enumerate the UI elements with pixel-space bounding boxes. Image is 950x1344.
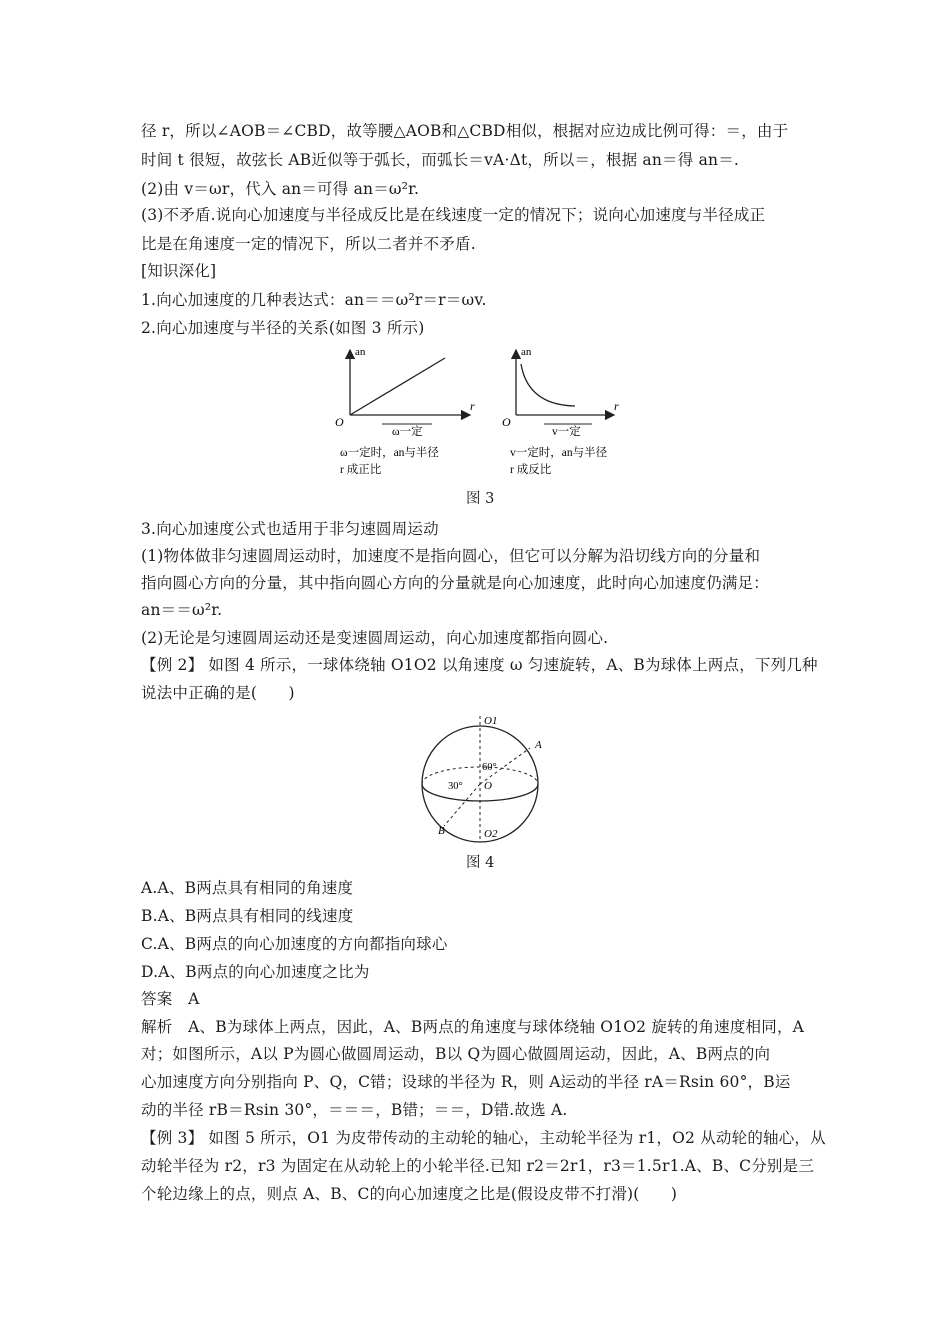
explanation-line: 动的半径 rB＝Rsin 30°，＝＝＝，B错；＝＝，D错.故选 A.: [141, 1101, 568, 1119]
graph-inverse: [502, 346, 619, 476]
explanation-line: 解析 A、B为球体上两点，因此，A、B两点的角速度与球体绕轴 O1O2 旋转的角速度相同，A: [141, 1018, 805, 1036]
text-line: 径 r，所以∠AOB＝∠CBD，故等腰△AOB和△CBD相似，根据对应边成比例可得：＝，由于: [141, 122, 789, 140]
figure-3-graphs: [330, 340, 630, 480]
text-line: 比是在角速度一定的情况下，所以二者并不矛盾.: [141, 235, 476, 253]
label-A: A: [535, 739, 542, 751]
label-B: B: [438, 825, 445, 837]
y-axis-label: an: [355, 346, 366, 358]
label-O: O: [484, 780, 492, 792]
text-line: 个轮边缘上的点，则点 A、B、C的向心加速度之比是(假设皮带不打滑)( ): [141, 1185, 678, 1203]
origin-label: O: [502, 415, 511, 429]
graph-caption-line2: r 成反比: [510, 464, 552, 476]
text-line: (2)由 v＝ωr，代入 an＝可得 an＝ω²r.: [141, 180, 420, 198]
label-O1: O1: [484, 715, 498, 727]
figure-3-caption: 图 3: [466, 491, 495, 507]
condition-label: v一定: [552, 426, 581, 438]
text-line: an＝＝ω²r.: [141, 601, 223, 619]
figure-4-caption: 图 4: [466, 855, 495, 871]
explanation-line: 对；如图所示，A以 P为圆心做圆周运动，B以 Q为圆心做圆周运动，因此，A、B两点的向: [141, 1045, 771, 1063]
label-angle-30: 30°: [448, 781, 463, 792]
text-line: 3.向心加速度公式也适用于非匀速圆周运动: [141, 520, 439, 538]
text-line: 1.向心加速度的几种表达式：an＝＝ω²r＝r＝ωv.: [141, 291, 487, 309]
graph-caption-line1: ω一定时，an与半径: [340, 447, 439, 459]
text-line: (2)无论是匀速圆周运动还是变速圆周运动，向心加速度都指向圆心.: [141, 629, 609, 647]
graph-proportional: [335, 346, 475, 476]
x-axis-label: r: [614, 399, 619, 413]
option-b: B.A、B两点具有相同的线速度: [141, 907, 354, 925]
explanation-line: 心加速度方向分别指向 P、Q，C错；设球的半径为 R，则 A运动的半径 rA＝Rsin 60°，B运: [141, 1073, 791, 1091]
figure-4-sphere: [410, 712, 550, 847]
label-angle-60: 60°: [482, 762, 497, 773]
section-heading: [知识深化]: [141, 262, 217, 280]
equator-front: [422, 784, 538, 801]
proportional-line: [350, 358, 445, 415]
option-c: C.A、B两点的向心加速度的方向都指向球心: [141, 935, 448, 953]
origin-label: O: [335, 415, 344, 429]
text-line: (3)不矛盾.说向心加速度与半径成反比是在线速度一定的情况下；说向心加速度与半径成正: [141, 206, 766, 224]
graph-caption-line2: r 成正比: [340, 464, 382, 476]
text-line: 时间 t 很短，故弦长 AB近似等于弧长，而弧长＝vA·Δt，所以＝，根据 an＝得 an＝.: [141, 151, 740, 169]
option-d: D.A、B两点的向心加速度之比为: [141, 963, 370, 981]
text-line: 指向圆心方向的分量，其中指向圆心方向的分量就是向心加速度，此时向心加速度仍满足：: [141, 574, 770, 592]
text-line: 动轮半径为 r2，r3 为固定在从动轮上的小轮半径.已知 r2＝2r1，r3＝1.5r1.A、B、C分别是三: [141, 1157, 815, 1175]
equator-back: [422, 767, 538, 784]
inverse-curve: [521, 364, 575, 406]
example-2-line: 【例 2】 如图 4 所示，一球体绕轴 O1O2 以角速度 ω 匀速旋转，A、B为球体上两点，下列几种: [141, 656, 818, 674]
graph-caption-line1: v一定时，an与半径: [510, 447, 608, 459]
example-3-line: 【例 3】 如图 5 所示，O1 为皮带传动的主动轮的轴心，主动轮半径为 r1，O2 从动轮的轴心，从: [141, 1129, 826, 1147]
answer-line: 答案 A: [141, 990, 200, 1008]
y-axis-label: an: [521, 346, 532, 358]
option-a: A.A、B两点具有相同的角速度: [141, 879, 354, 897]
label-O2: O2: [484, 828, 498, 840]
text-line: (1)物体做非匀速圆周运动时，加速度不是指向圆心，但它可以分解为沿切线方向的分量和: [141, 547, 761, 565]
text-line: 2.向心加速度与半径的关系(如图 3 所示): [141, 319, 425, 337]
text-line: 说法中正确的是( ): [141, 684, 295, 702]
x-axis-label: r: [470, 399, 475, 413]
condition-label: ω一定: [392, 426, 423, 438]
